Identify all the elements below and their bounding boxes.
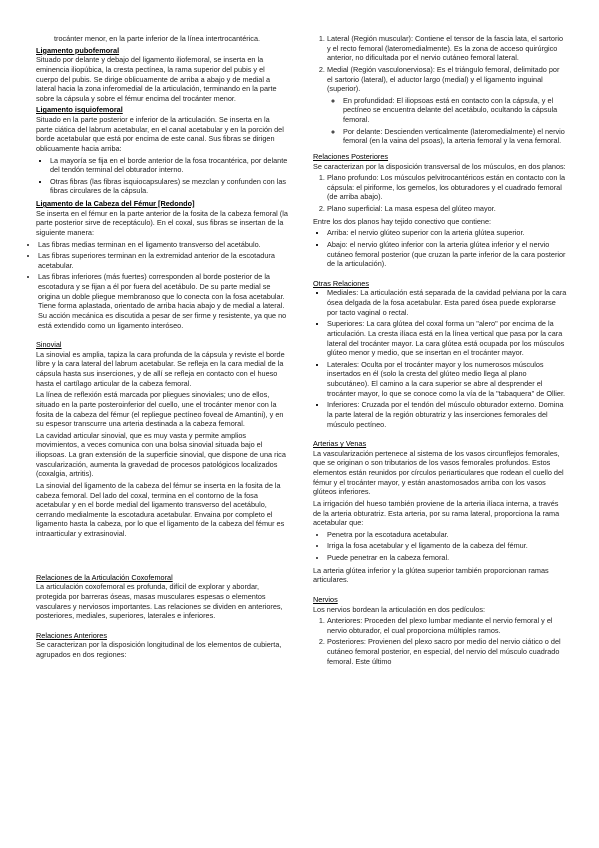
arterias-list — [313, 530, 567, 563]
isquiofemoral-text: Situado en la parte posterior e inferior de la articulación. Se inserta en la parte ciática del labrum acetabular, en el canal acetabular y en la porción del borde acetabular que está por encima de este canal. Sus fibras se dirigen oblicuamente hacia arriba: — [36, 115, 284, 153]
posteriores-list — [313, 173, 567, 214]
sinovial-paragraph: La sinovial es amplia, tapiza la cara profunda de la cápsula y reviste el borde libre y la cara lateral del labrum acetabular. Se refleja en la cara medial de la cápsula hasta sus inserciones, y de allí se refleja en contacto con el hueso hasta el cartílago articular de la cabeza femoral. — [36, 349, 285, 388]
list-item: ◦ Por delante: Descienden verticalmente (lateromedialmente) el nervio femoral (en la vaina del psoas), la arteria femoral y la vena femoral. — [343, 127, 567, 146]
list-item: ◦ En profundidad: El iliopsoas está en contacto con la cápsula, y el pectíneo se encuentra delante del acetábulo, ocultando la cápsula femoral. — [343, 96, 567, 125]
arterias-text: La vascularización pertenece al sistema de los vasos circunflejos femorales, que se originan o son tributarios de los vasos femorales profundos. Estos elementos están reunidos por círculos periarticulares que rodean el cuello del fémur y el trocánter mayor, y están anastomosados arriba con los vasos glúteos inferiores. — [313, 448, 564, 497]
nervios-list — [313, 616, 567, 666]
sinovial-paragraph: La línea de reflexión está marcada por pliegues sinoviales; uno de ellos, situado en la parte posteroinferior del cuello, une el trocánter menor con la fosita de la cabeza del fémur (el repliegue pectíneo foveal de Amantini), y en su espesor transcurre una arteria destinada a la cabeza femoral. — [36, 390, 284, 429]
nervios-text: Los nervios bordean la articulación en dos pedículos: — [313, 604, 485, 614]
list-item: ▪ Mediales: La articulación está separada de la cavidad pelviana por la cara ósea delgada de la fosa acetabular. Esta pared ósea puede explorarse por tacto vaginal o rectal. — [327, 288, 567, 317]
list-item: 1. Lateral (Región muscular): Contiene el tensor de la fascia lata, el sartorio y el recto femoral (lateromedialmente). Es la zona de acceso quirúrgico anterior, no dificultada por el nervio cutáneo femoral lateral. — [327, 34, 567, 63]
otras-heading: Otras Relaciones — [313, 278, 369, 288]
otras-list — [313, 288, 567, 429]
medial-sublist — [327, 96, 567, 146]
list-item: 1. Plano profundo: Los músculos pelvitrocantéricos están en contacto con la cápsula: el piriforme, los gemelos, los obturadores y el cuadrado femoral (de arriba abajo). — [327, 173, 567, 202]
posteriores-between: Entre los dos planos hay tejido conectivo que contiene: — [313, 216, 492, 226]
anteriores-text: Se caracterizan por la disposición longitudinal de los elementos de cubierta, agrupados en dos regiones: — [36, 640, 282, 659]
intro-line: trocánter menor, en la parte inferior de la línea intertrocantérica. — [54, 34, 261, 43]
isquiofemoral-list — [36, 156, 288, 197]
list-item: 2. Plano superficial: La masa espesa del glúteo mayor. — [327, 204, 567, 214]
right-column — [313, 34, 567, 669]
list-item: • Las fibras medias terminan en el ligamento transverso del acetábulo. — [38, 240, 288, 250]
cabeza-text: Se inserta en el fémur en la parte anterior de la fosita de la cabeza femoral (la parte posterior sirve de receptáculo). En el coxal, sus fibras se insertan de la siguiente manera: — [36, 208, 288, 237]
list-item: • Las fibras superiores terminan en la extremidad anterior de la escotadura acetabular. — [38, 251, 288, 270]
sinovial-heading: Sinovial — [36, 340, 62, 350]
list-item: • Las fibras inferiores (más fuertes) corresponden al borde posterior de la escotadura y se fijan a él por fuera del acetábulo. De su parte medial se origina un doble pliegue membranoso que lo conecta con la fosa acetabular. Tiene forma aplastada, orientado de arriba hacia abajo y de medial a lateral. Su acción mecánica es discutida a pesar de ser firme y resistente, ya que no está extendido como un ligamento interóseo. — [38, 272, 288, 330]
posteriores-heading: Relaciones Posteriores — [313, 151, 389, 161]
pubofemoral-heading: Ligamento pubofemoral — [36, 45, 120, 55]
relaciones-text: La articulación coxofemoral es profunda, difícil de explorar y abordar, protegida por barreras óseas, masas musculares espesas o elementos vasculares y nerviosos importantes. Las relaciones se dividen en anteriores, posteriores, mediales, superiores, laterales e inferiores. — [36, 582, 283, 621]
posteriores-bullets — [313, 228, 567, 269]
anteriores-list — [313, 34, 567, 146]
list-item: ▪ Arriba: el nervio glúteo superior con la arteria glútea superior. — [327, 228, 567, 238]
list-item: 1. Anteriores: Proceden del plexo lumbar mediante el nervio femoral y el nervio obturador, el cual proporciona múltiples ramos. — [327, 616, 567, 635]
list-item: 2. Posteriores: Provienen del plexo sacro por medio del nervio ciático o del cutáneo femoral posterior, en especial, del nervio del músculo cuadrado femoral. Este último — [327, 637, 567, 666]
list-item: ▪ Inferiores: Cruzada por el tendón del músculo obturador externo. Domina la parte lateral de la región obturatriz y las inserciones femorales del músculo pectíneo. — [327, 400, 567, 429]
arterias-text: La arteria glútea inferior y la glútea superior también proporcionan ramas articulares. — [313, 565, 549, 585]
nervios-heading: Nervios — [313, 594, 338, 604]
arterias-heading: Arterias y Venas — [313, 439, 367, 449]
pubofemoral-text: Situado por delante y debajo del ligamento iliofemoral, se inserta en la eminencia iliopúbica, la cresta pectínea, la rama superior del pubis y el cuerpo del pubis. Se dirige oblicuamente de arriba a abajo y de medial a lateral hacia la zona inferomedial de la articulación, terminando en la parte sobre la cápsula y sobre el fémur encima del trocánter menor. — [36, 55, 277, 103]
relaciones-heading: Relaciones de la Articulación Coxofemoral — [36, 572, 173, 582]
list-item-text: Medial (Región vasculonerviosa): Es el triángulo femoral, delimitado por el sartorio (lateral), el aductor largo (medial) y el ligamento inguinal (superior). — [327, 64, 560, 94]
sinovial-paragraph: La sinovial del ligamento de la cabeza del fémur se inserta en la fosita de la cabeza femoral. Del lado del coxal, termina en el contorno de la fosa acetabular y en el borde medial del ligamento transverso del acetábulo, cerrando medialmente la escotadura acetabular. Envaina por completo el ligamento hasta la cabeza, por lo que el ligamento de la cabeza del fémur es intraarticular y extrasinovial. — [36, 480, 285, 538]
list-item: ▪ Laterales: Oculta por el trocánter mayor y los numerosos músculos insertados en él (solo la cresta del glúteo medio llega al plano subcutáneo). El camino a la cara superior se abre al desprender el trocánter mayor, lo que se conoce como la vía de la "tabaquera" de Ollier. — [327, 360, 567, 399]
list-item: ▪ Superiores: La cara glútea del coxal forma un "alero" por encima de la articulación. La cresta ilíaca está en la línea vertical que pasa por la cara lateral del trocánter mayor. La cara glútea está ocupada por los músculos glúteo menor y medio, que se insertan en el trocánter mayor. — [327, 319, 567, 358]
list-item — [327, 65, 567, 146]
list-item: ▪ Abajo: el nervio glúteo inferior con la arteria glútea inferior y el nervio cutáneo femoral posterior (que cruzan la parte inferior de la cara posterior de la articulación). — [327, 240, 567, 269]
list-item: • Irriga la fosa acetabular y el ligamento de la cabeza del fémur. — [327, 541, 567, 551]
cabeza-list — [26, 240, 288, 331]
posteriores-text: Se caracterizan por la disposición transversal de los músculos, en dos planos: — [313, 161, 566, 171]
list-item: ▪ Otras fibras (las fibras isquiocapsulares) se mezclan y confunden con las fibras circulares de la cápsula. — [50, 177, 288, 196]
sinovial-paragraph: La cavidad articular sinovial, que es muy vasta y permite amplios movimientos, a veces comunica con una bolsa sinovial situada bajo el iliopsoas. La gran extensión de la superficie sinovial, que dispone de una rica vascularización, aumenta la gravedad de procesos patológicos localizados (coxalgia, artritis). — [36, 430, 286, 479]
cabeza-heading: Ligamento de la Cabeza del Fémur [Redondo] — [36, 199, 195, 208]
arterias-text: La irrigación del hueso también proviene de la arteria ilíaca interna, a través de la arteria obturatriz. Esta arteria, por su rama lateral, proporciona la rama acetabular que: — [313, 498, 560, 528]
list-item: ▪ La mayoría se fija en el borde anterior de la fosa trocantérica, por delante del tendón terminal del obturador interno. — [50, 156, 288, 175]
left-column — [36, 34, 288, 662]
anteriores-heading: Relaciones Anteriores — [36, 630, 107, 640]
isquiofemoral-heading: Ligamento isquiofemoral — [36, 105, 123, 115]
list-item: • Penetra por la escotadura acetabular. — [327, 530, 567, 540]
list-item: • Puede penetrar en la cabeza femoral. — [327, 553, 567, 563]
